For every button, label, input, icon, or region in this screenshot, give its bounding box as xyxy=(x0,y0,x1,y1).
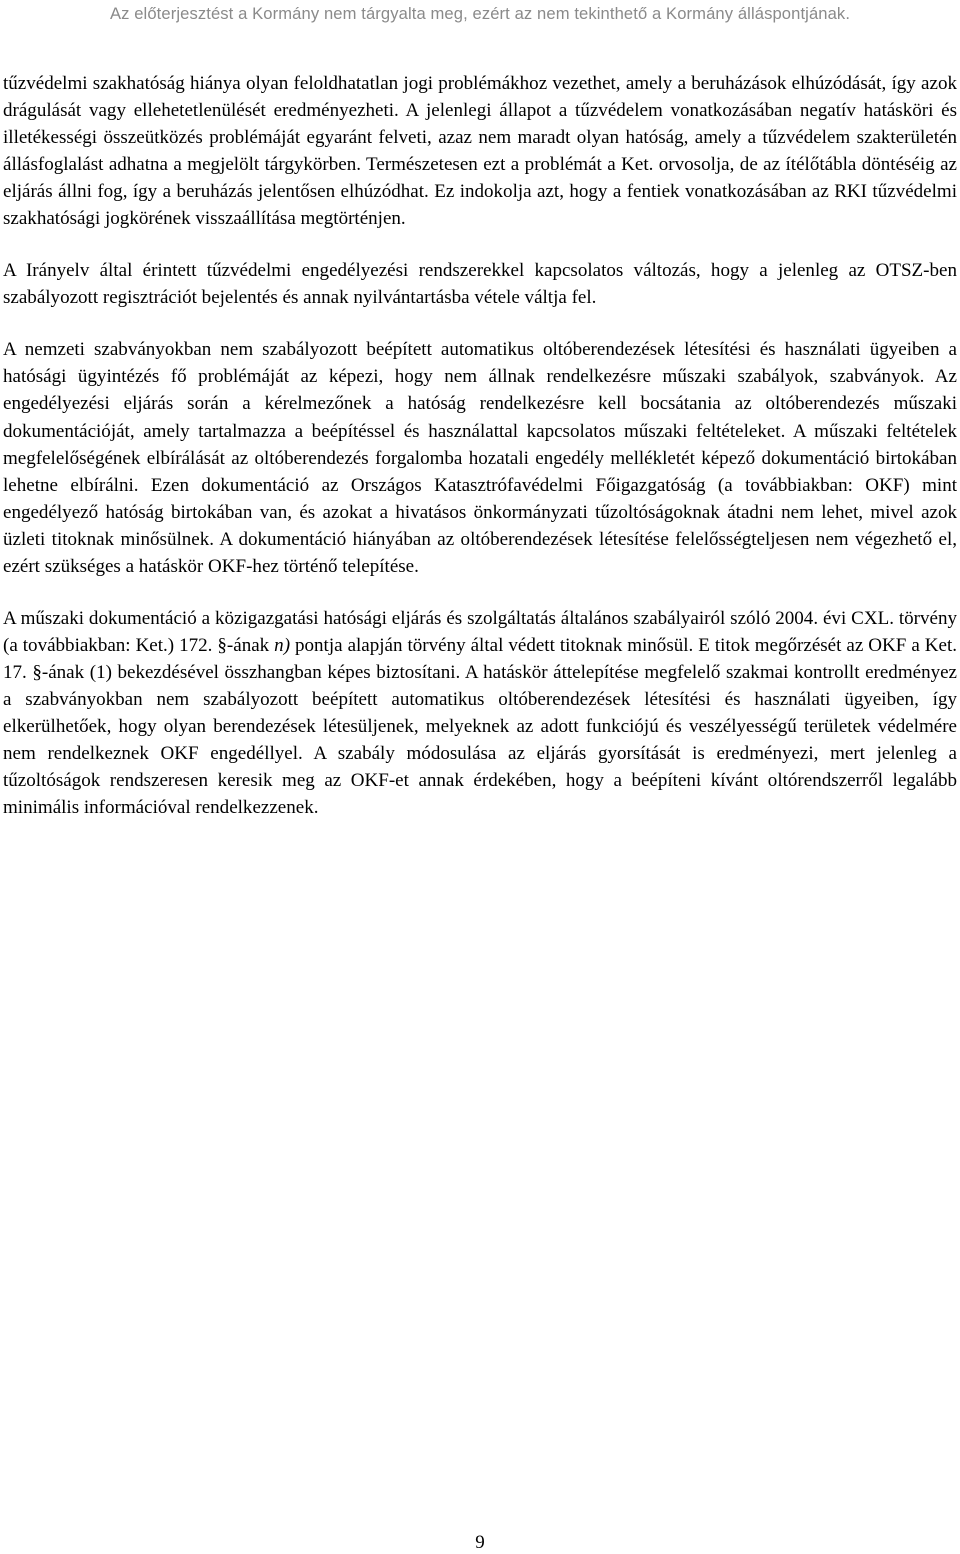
document-body xyxy=(3,70,957,846)
paragraph-text-segment: A műszaki dokumentáció a közigazgatási hatósági eljárás és szolgáltatás általános szabályairól szóló 2004. évi CXL. törvény (a továbbiakban: Ket.) 172. §-ának xyxy=(3,607,957,656)
page-number: 9 xyxy=(475,1532,485,1553)
paragraph-text-segment: pontja alapján törvény által védett titoknak minősül. E titok megőrzését az OKF a Ket. 17. §-ának (1) bekezdésével összhangban képes biztosítani. A hatáskör áttelepítése megfelelő szakmai kontrollt eredményez a szabványokban nem szabályozott beépített automatikus oltóberendezések létesítési és használati ügyeiben, így elkerülhetőek, hogy olyan berendezések létesüljenek, melyeknek az adott funkciójú és veszélyességű területek védelmére nem rendelkeznek OKF engedéllyel. A szabály módosulása az eljárás gyorsítását is eredményezi, mert jelenleg a tűzoltóságok rendszeresen keresik meg az OKF-et annak érdekében, hogy a beépíteni kívánt oltórendszerről legalább minimális információval rendelkezzenek. xyxy=(3,634,957,819)
paragraph-extinguishing-systems: A nemzeti szabványokban nem szabályozott beépített automatikus oltóberendezések létesítési és használati ügyeiben a hatósági ügyintézés fő problémáját az képezi, hogy nem állnak rendelkezésre műszaki szabályok, szabványok. Az engedélyezési eljárás során a kérelmezőnek a hatóság rendelkezésre kell bocsátania az oltóberendezés műszaki dokumentációját, amely tartalmazza a beépítéssel és használattal kapcsolatos műszaki feltételeket. A műszaki feltételek megfelelőségének elbírálását az oltóberendezés forgalomba hozatali engedély mellékletét képező dokumentáció birtokában lehetne elbírálni. Ezen dokumentáció az Országos Katasztrófavédelmi Főigazgatóság (a továbbiakban: OKF) mint engedélyező hatóság birtokában van, és azokat a hivatásos önkormányzati tűzoltóságoknak átadni nem lehet, mivel azok üzleti titoknak minősülnek. A dokumentáció hiányában az oltóberendezések létesítése felelősségteljesen nem végezhető el, ezért szükséges a hatáskör OKF-hez történő telepítése. xyxy=(3,339,957,577)
paragraph-directive-registration: A Irányelv által érintett tűzvédelmi engedélyezési rendszerekkel kapcsolatos változás, hogy a jelenleg az OTSZ-ben szabályozott regisztrációt bejelentés és annak nyilvántartásba vétele váltja fel. xyxy=(3,260,957,309)
paragraph-italic-point: n) xyxy=(274,634,291,656)
paragraph-fire-authority: tűzvédelmi szakhatóság hiánya olyan feloldhatatlan jogi problémákhoz vezethet, amely a beruházások elhúzódását, így azok drágulását vagy ellehetetlenülését eredményezheti. A jelenlegi állapot a tűzvédelem vonatkozásában negatív hatásköri és illetékességi összeütközés problémáját egyaránt felveti, azaz nem maradt olyan hatóság, amely a tűzvédelem szakterületén állásfoglalást adhatna a megjelölt tárgykörben. Természetesen ezt a problémát a Ket. orvosolja, de az ítélőtábla döntéséig az eljárás állni fog, így a beruházás jelentősen elhúzódhat. Ez indokolja azt, hogy a fentiek vonatkozásában az RKI tűzvédelmi szakhatósági jogkörének visszaállítása megtörténjen. xyxy=(3,73,957,230)
page-header-notice: Az előterjesztést a Kormány nem tárgyalta meg, ezért az nem tekinthető a Kormány álláspontjának. xyxy=(109,4,851,23)
paragraph-technical-documentation xyxy=(3,605,957,821)
